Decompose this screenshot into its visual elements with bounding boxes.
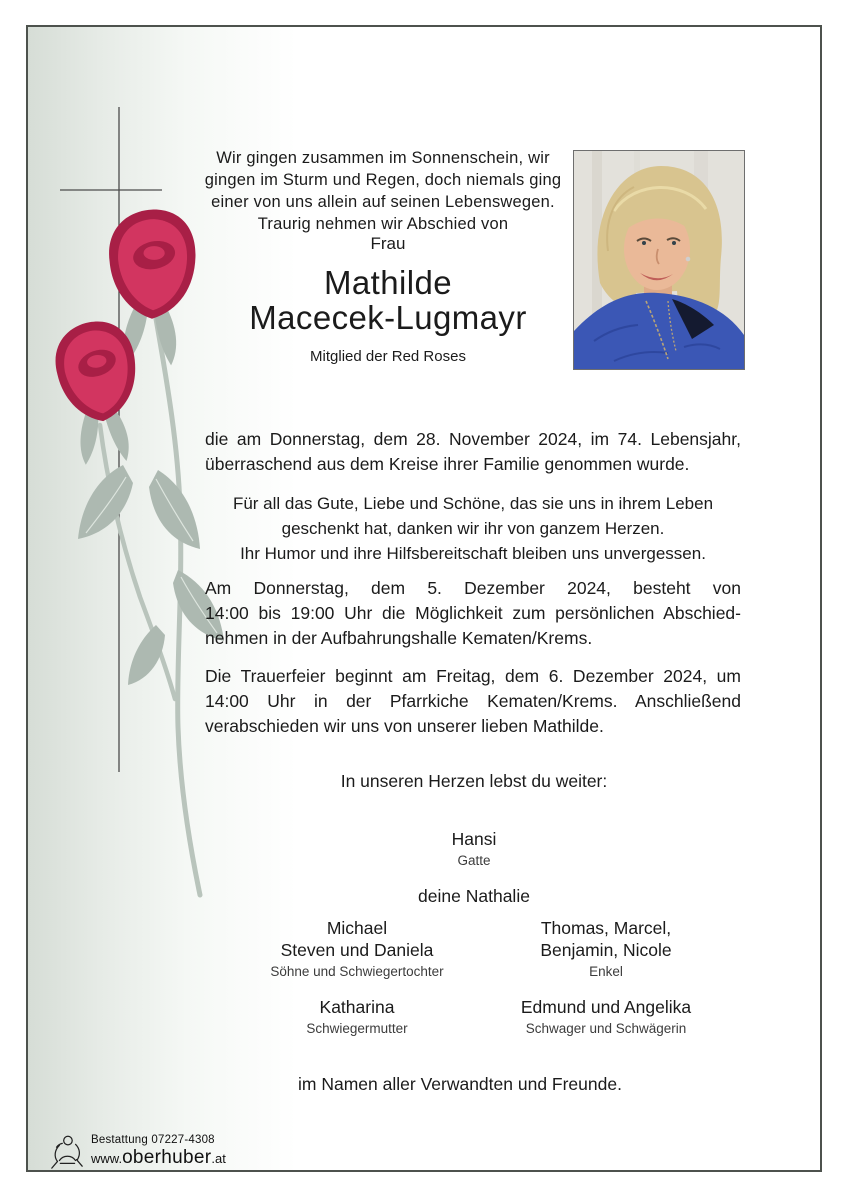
- mourner-group-in-laws: [426, 996, 786, 1037]
- mourner-name: Steven und Daniela: [280, 940, 434, 960]
- visitation-line: 14:00 bis 19:00 Uhr die Möglichkeit zum persönlichen Abschied-: [205, 603, 741, 623]
- mourner-name: Thomas, Marcel,: [540, 918, 672, 938]
- salutation: Frau: [370, 234, 406, 253]
- farewell-heading: In unseren Herzen lebst du weiter:: [340, 771, 608, 791]
- funeral-line: Die Trauerfeier beginnt am Freitag, dem 6. Dezember 2024, um: [205, 666, 741, 686]
- intro-verse: [168, 147, 598, 235]
- death-notice-line: die am Donnerstag, dem 28. November 2024, im 74. Lebensjahr,: [205, 429, 741, 449]
- intro-line: Traurig nehmen wir Abschied von: [257, 215, 509, 233]
- funeral-home-contact: [91, 1135, 226, 1167]
- deceased-name: [133, 265, 643, 335]
- visitation-line: Am Donnerstag, dem 5. Dezember 2024, besteht von: [205, 578, 741, 598]
- death-notice-line: überraschend aus dem Kreise ihrer Familie genommen wurde.: [205, 454, 690, 474]
- gratitude-line: Ihr Humor und ihre Hilfsbereitschaft bleiben uns unvergessen.: [240, 544, 706, 563]
- membership-note: Mitglied der Red Roses: [310, 348, 466, 365]
- funeral-line: verabschieden wir uns von unserer lieben Mathilde.: [205, 716, 604, 736]
- funeral-line: 14:00 Uhr in der Pfarrkiche Kematen/Krems. Anschließend: [205, 691, 741, 711]
- funeral-home-footer: [48, 1131, 226, 1171]
- funeral-paragraph: [205, 664, 741, 739]
- mourner-group-grandchildren: [426, 917, 786, 980]
- funeral-home-phone: Bestattung 07227-4308: [91, 1134, 215, 1147]
- closing-line: im Namen aller Verwandten und Freunde.: [298, 1074, 622, 1094]
- undertaker-logo-icon: [48, 1131, 86, 1171]
- mourner-name: Katharina: [319, 997, 395, 1017]
- mourner-relation: Enkel: [589, 964, 623, 979]
- portrait-photo: [573, 150, 745, 370]
- funeral-home-website: [91, 1148, 226, 1167]
- gratitude-line: Für all das Gute, Liebe und Schöne, das sie uns in ihrem Leben: [232, 494, 714, 513]
- gratitude-paragraph: [205, 491, 741, 566]
- visitation-paragraph: [205, 576, 741, 651]
- visitation-line: nehmen in der Aufbahrungshalle Kematen/Krems.: [205, 628, 593, 648]
- website-prefix: www.: [91, 1150, 123, 1166]
- mourner-relation: Söhne und Schwiegertochter: [270, 964, 444, 979]
- deceased-last-name: Macecek-Lugmayr: [249, 299, 527, 336]
- website-suffix: .at: [211, 1150, 226, 1166]
- mourner-daughter: [174, 885, 774, 907]
- website-name: oberhuber: [122, 1146, 212, 1168]
- death-notice: [205, 427, 741, 477]
- mourner-name: Hansi: [451, 829, 497, 849]
- mourner-spouse: [174, 828, 774, 869]
- portrait-illustration: [574, 151, 744, 369]
- mourner-name: Michael: [326, 918, 388, 938]
- mourner-relation: Schwager und Schwägerin: [525, 1021, 687, 1036]
- mourner-relation: Gatte: [457, 853, 491, 868]
- intro-line: einer von uns allein auf seinen Lebenswegen.: [211, 193, 555, 211]
- rose-leaves: [78, 465, 224, 685]
- mourner-name: Edmund und Angelika: [520, 997, 692, 1017]
- deceased-first-name: Mathilde: [324, 264, 452, 301]
- gratitude-line: geschenkt hat, danken wir ihr von ganzem Herzen.: [281, 519, 665, 538]
- obituary-card: [26, 25, 822, 1172]
- mourner-relation: Schwiegermutter: [306, 1021, 408, 1036]
- mourner-name: Benjamin, Nicole: [540, 940, 672, 960]
- intro-line: gingen im Sturm und Regen, doch niemals ging: [204, 171, 562, 189]
- intro-line: Wir gingen zusammen im Sonnenschein, wir: [216, 149, 550, 167]
- mourner-name: deine Nathalie: [418, 886, 530, 906]
